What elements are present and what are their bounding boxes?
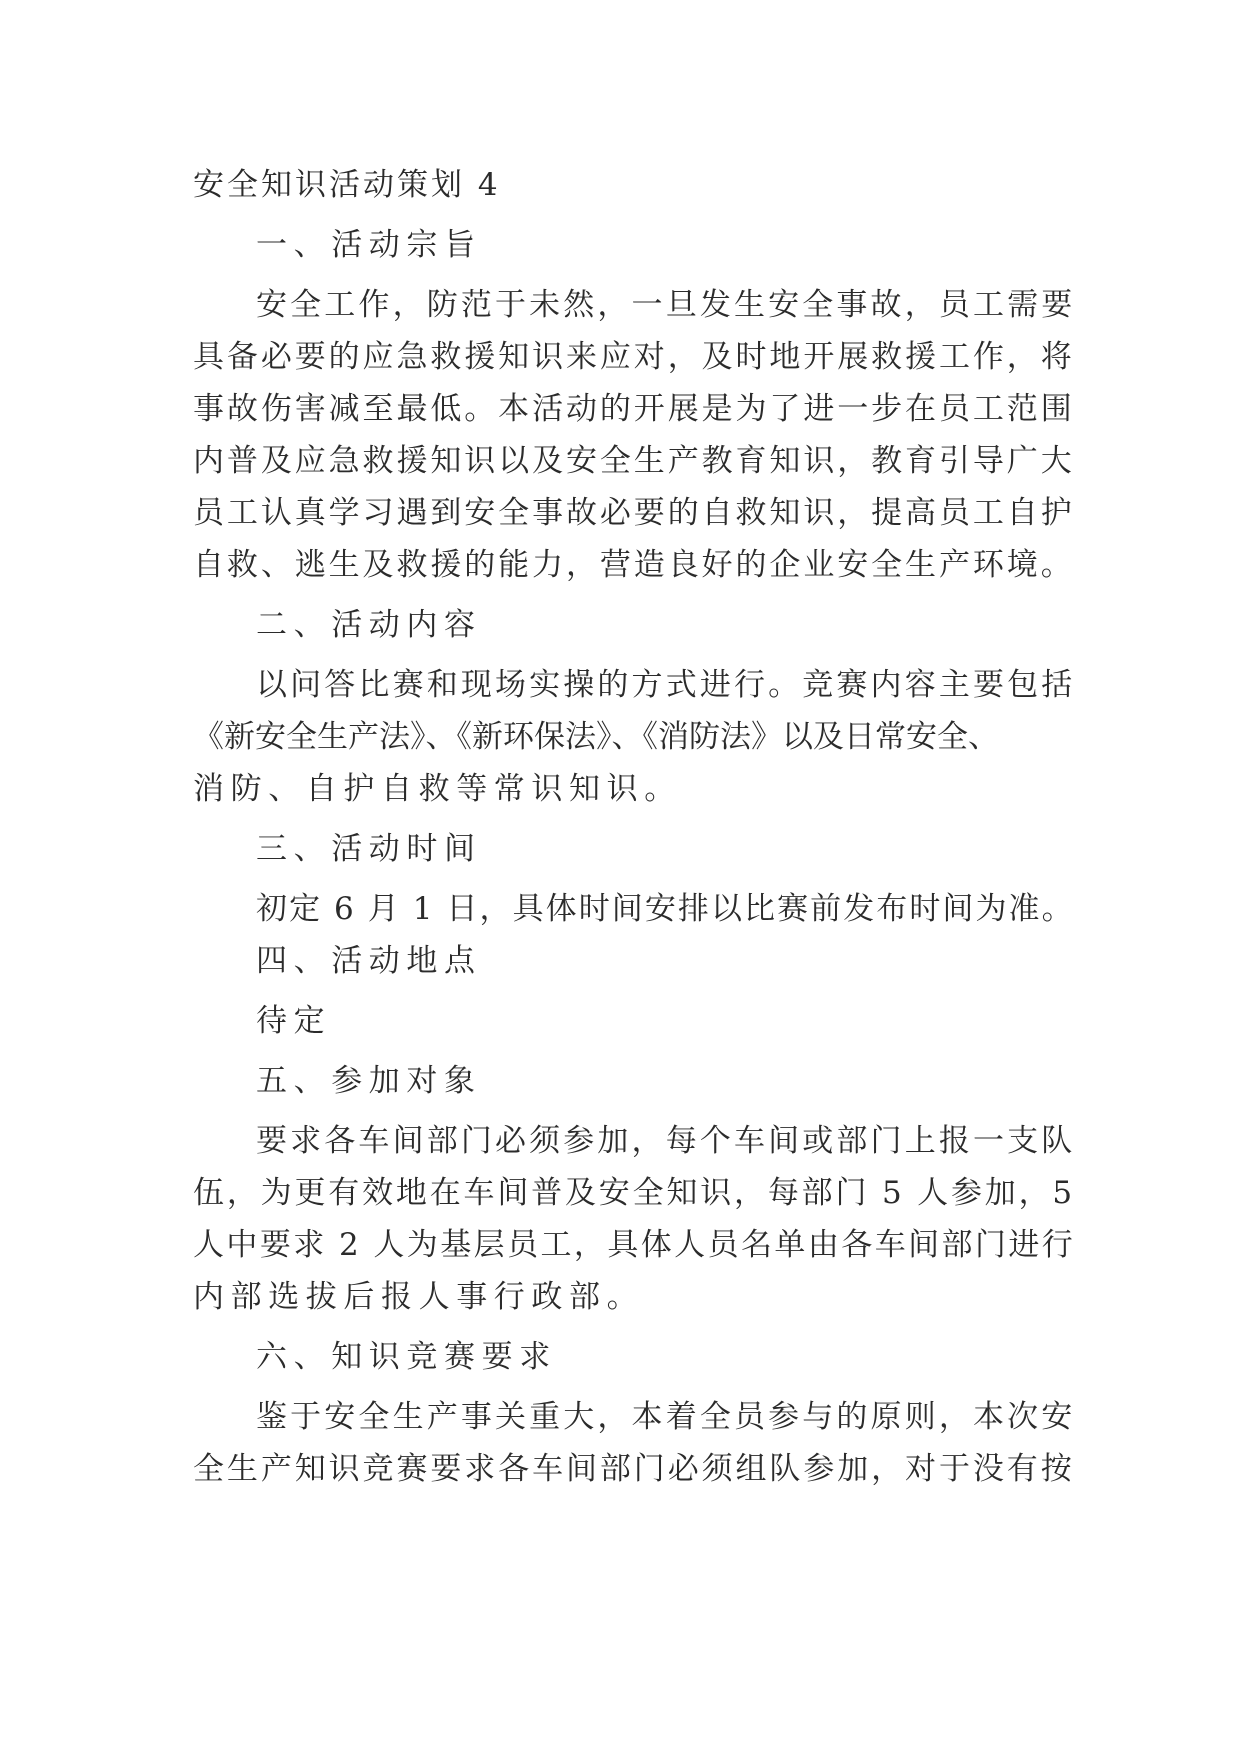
paragraph-line: 伍，为更有效地在车间普及安全知识，每部门 5 人参加，5 [193,1175,1075,1211]
paragraph-line: 以问答比赛和现场实操的方式进行。竞赛内容主要包括 [256,667,1076,703]
paragraph-line: 要求各车间部门必须参加，每个车间或部门上报一支队 [256,1123,1076,1159]
section-heading-time: 三、活动时间 [256,831,482,867]
paragraph-line: 鉴于安全生产事关重大，本着全员参与的原则，本次安 [256,1399,1076,1435]
paragraph-line: 待定 [256,1003,332,1039]
paragraph-line: 全生产知识竞赛要求各车间部门必须组队参加，对于没有按 [193,1451,1075,1487]
section-heading-participants: 五、参加对象 [256,1063,482,1099]
paragraph-line: 初定 6 月 1 日，具体时间安排以比赛前发布时间为准。 [256,891,1075,927]
section-heading-content: 二、活动内容 [256,607,482,643]
paragraph-line: 具备必要的应急救援知识来应对，及时地开展救援工作，将 [193,339,1075,375]
document-title: 安全知识活动策划 4 [193,167,501,203]
paragraph-line: 消防、自护自救等常识知识。 [193,771,682,807]
paragraph-line: 人中要求 2 人为基层员工，具体人员名单由各车间部门进行 [193,1227,1076,1263]
paragraph-line: 内普及应急救援知识以及安全生产教育知识，教育引导广大 [193,443,1075,479]
section-heading-purpose: 一、活动宗旨 [256,227,482,263]
paragraph-line: 员工认真学习遇到安全事故必要的自救知识，提高员工自护 [193,495,1075,531]
section-heading-location: 四、活动地点 [256,943,482,979]
paragraph-line: 内部选拔后报人事行政部。 [193,1279,645,1315]
paragraph-line: 《新安全生产法》、《新环保法》、《消防法》以及日常安全、 [193,719,999,755]
section-heading-requirements: 六、知识竞赛要求 [256,1339,557,1375]
paragraph-line: 安全工作，防范于未然，一旦发生安全事故，员工需要 [256,287,1076,323]
paragraph-line: 事故伤害减至最低。本活动的开展是为了进一步在员工范围 [193,391,1075,427]
paragraph-line: 自救、逃生及救援的能力，营造良好的企业安全生产环境。 [193,547,1075,583]
